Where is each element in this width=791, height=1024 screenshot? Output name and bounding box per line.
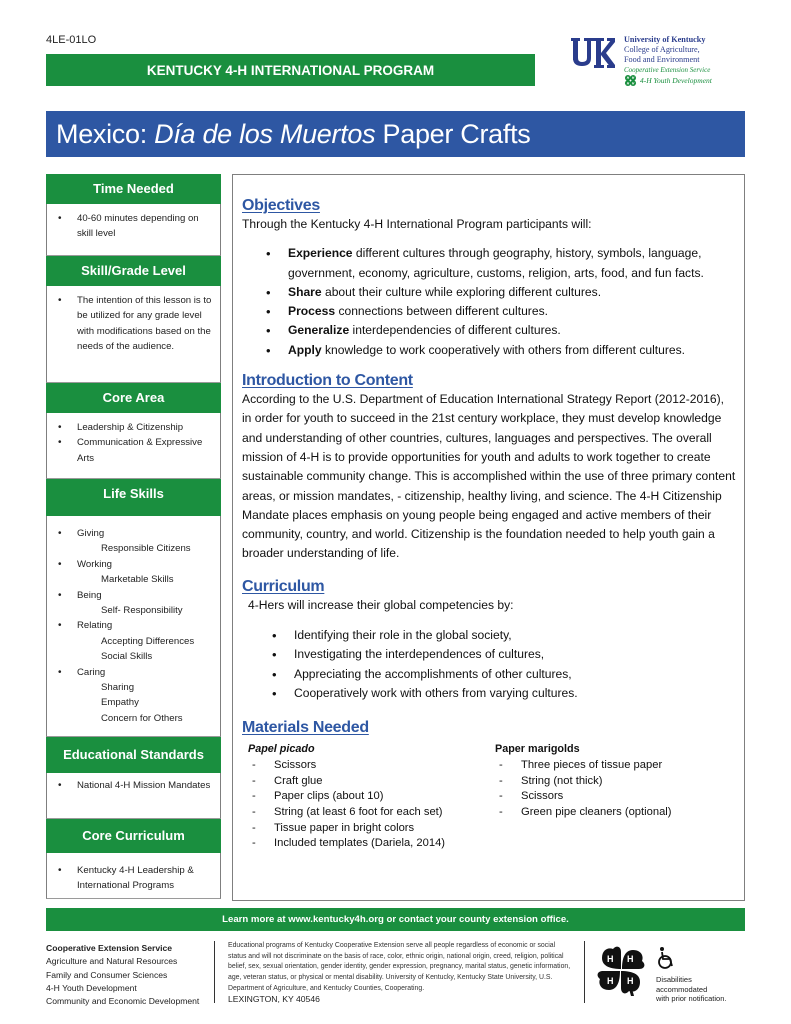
extension-units bbox=[46, 942, 199, 1008]
objective-text: interdependencies of different cultures. bbox=[349, 323, 561, 338]
objective-text: different cultures through geography, history, symbols, language, government, economy, agriculture, customs, religion, arts, food, and fun facts. bbox=[288, 246, 705, 280]
material-item: - Three pieces of tissue paper bbox=[495, 758, 672, 774]
skill-level-panel bbox=[46, 286, 221, 383]
core-area-item: • Leadership & Citizenship bbox=[53, 420, 214, 435]
objective-verb: Generalize bbox=[288, 323, 350, 338]
uk-logo-text bbox=[624, 35, 710, 75]
core-area-heading: Core Area bbox=[46, 383, 221, 413]
skill-level-heading: Skill/Grade Level bbox=[46, 256, 221, 286]
paper-marigolds-column bbox=[495, 742, 672, 852]
life-skill-label: Giving bbox=[77, 528, 105, 539]
svg-text:H: H bbox=[631, 76, 635, 81]
document-code: 4LE-01LO bbox=[46, 34, 97, 46]
core-curriculum-panel bbox=[46, 853, 221, 899]
core-curriculum-heading: Core Curriculum bbox=[46, 819, 221, 853]
life-skill-sub: Social Skills bbox=[101, 651, 153, 663]
curriculum-list bbox=[242, 626, 736, 703]
svg-text:H: H bbox=[607, 976, 614, 986]
objective-item bbox=[242, 341, 736, 360]
svg-text:H: H bbox=[626, 81, 630, 86]
time-needed-item: • 40-60 minutes depending on skill level bbox=[53, 211, 214, 242]
objective-verb: Experience bbox=[288, 246, 353, 261]
objective-item bbox=[242, 321, 736, 340]
life-skill-group bbox=[53, 557, 214, 572]
core-area-item: • Communication & Expressive Arts bbox=[53, 435, 214, 466]
sidebar bbox=[46, 174, 221, 899]
svg-text:H: H bbox=[607, 954, 614, 964]
life-skill-group bbox=[53, 665, 214, 680]
life-skill-sub: Sharing bbox=[101, 682, 135, 694]
life-skill-sub: Concern for Others bbox=[101, 712, 183, 724]
life-skill-sub: Responsible Citizens bbox=[101, 543, 191, 555]
objective-verb: Process bbox=[288, 304, 336, 319]
objective-item bbox=[242, 244, 736, 283]
title-suffix: Paper Crafts bbox=[375, 118, 531, 149]
educational-standards-item: • National 4-H Mission Mandates bbox=[53, 778, 214, 793]
wheelchair-icon bbox=[656, 946, 676, 970]
svg-text:H: H bbox=[631, 81, 635, 86]
material-item: - Green pipe cleaners (optional) bbox=[495, 805, 672, 821]
life-skill-group bbox=[53, 588, 214, 603]
time-needed-panel bbox=[46, 204, 221, 256]
title-prefix: Mexico: bbox=[56, 118, 155, 149]
four-h-clover-icon bbox=[624, 74, 637, 87]
objective-text: about their culture while exploring different cultures. bbox=[321, 284, 602, 299]
page-title bbox=[46, 111, 745, 157]
uk-logo bbox=[571, 34, 731, 92]
materials-columns bbox=[242, 742, 736, 852]
footer-bar bbox=[46, 908, 745, 931]
extension-unit: Cooperative Extension Service bbox=[46, 943, 173, 953]
extension-unit: Community and Economic Development bbox=[46, 996, 200, 1007]
curriculum-item: • Cooperatively work with others from varying cultures. bbox=[242, 684, 736, 703]
time-needed-heading: Time Needed bbox=[46, 174, 221, 204]
main-content bbox=[232, 174, 745, 901]
objectives-list bbox=[242, 244, 736, 360]
disabilities-line: accommodated bbox=[656, 984, 708, 994]
life-skill-sub: Accepting Differences bbox=[101, 635, 195, 647]
introduction-text: According to the U.S. Department of Education International Strategy Report (2012-2016), in order for youth to succeed in the 21st century workplace, they must develop knowledge and understanding of other countries, cultures, languages and perspectives. The overall mission of 4-H is to provide opportunities for youth and adults to work together to create sustainable community change. This is accomplished within the use of three primary content areas, or mission mandates, - citizenship, healthy living, and science. The 4-H Citizenship Mandate places emphasis on young people being engaged and active members of their community, country, and world. Citizenship is the foundation needed to help youth gain a broader understanding of life. bbox=[242, 392, 736, 561]
material-item: - Scissors bbox=[495, 789, 672, 805]
life-skill-label: Relating bbox=[77, 620, 113, 632]
material-item: - String (at least 6 foot for each set) bbox=[248, 805, 495, 821]
material-item: - Tissue paper in bright colors bbox=[248, 821, 495, 837]
objective-text: knowledge to work cooperatively with others from different cultures. bbox=[321, 342, 686, 357]
youth-development-label: 4-H Youth Development bbox=[640, 76, 712, 85]
curriculum-heading: Curriculum bbox=[242, 577, 325, 595]
footer-bar-text: Learn more at www.kentucky4h.org or contact your county extension office. bbox=[222, 914, 569, 925]
material-item: - Paper clips (about 10) bbox=[248, 789, 495, 805]
curriculum-item: • Appreciating the accomplishments of other cultures, bbox=[242, 665, 736, 684]
life-skill-group bbox=[53, 618, 214, 633]
material-item: - String (not thick) bbox=[495, 774, 672, 790]
youth-development-mark bbox=[624, 74, 712, 87]
objective-item bbox=[242, 283, 736, 302]
logo-line-extension: Cooperative Extension Service bbox=[624, 66, 711, 74]
objective-item bbox=[242, 302, 736, 321]
life-skills-panel bbox=[46, 516, 221, 737]
core-curriculum-item: • Kentucky 4-H Leadership & International Programs bbox=[53, 863, 214, 894]
objective-text: connections between different cultures. bbox=[335, 304, 548, 319]
location: LEXINGTON, KY 40546 bbox=[228, 994, 320, 1004]
objective-verb: Apply bbox=[288, 342, 322, 357]
program-banner-text: KENTUCKY 4-H INTERNATIONAL PROGRAM bbox=[146, 62, 435, 78]
title-italic: Día de los Muertos bbox=[154, 118, 376, 149]
curriculum-item: • Investigating the interdependences of cultures, bbox=[242, 645, 736, 664]
life-skill-label: Working bbox=[77, 558, 113, 570]
life-skill-sub: Marketable Skills bbox=[101, 574, 174, 586]
uk-logo-icon bbox=[571, 36, 615, 70]
skill-level-item: • The intention of this lesson is to be utilized for any grade level with modifications based on the needs of the audience. bbox=[53, 293, 214, 355]
educational-standards-heading: Educational Standards bbox=[46, 737, 221, 773]
svg-text:H: H bbox=[627, 976, 634, 986]
footer-divider bbox=[214, 941, 215, 1003]
disabilities-line: with prior notification. bbox=[656, 994, 727, 1004]
logo-line-food: Food and Environment bbox=[624, 55, 700, 64]
material-item: - Craft glue bbox=[248, 774, 495, 790]
disabilities-note bbox=[656, 975, 726, 1004]
life-skill-group bbox=[53, 526, 214, 541]
objectives-heading: Objectives bbox=[242, 197, 320, 214]
logo-line-college: College of Agriculture, bbox=[624, 45, 700, 54]
material-item: - Scissors bbox=[248, 758, 495, 774]
papel-picado-column bbox=[242, 742, 495, 852]
introduction-heading: Introduction to Content bbox=[242, 372, 413, 390]
core-area-panel bbox=[46, 413, 221, 479]
curriculum-intro: 4-Hers will increase their global competencies by: bbox=[248, 597, 514, 612]
life-skill-label: Caring bbox=[77, 666, 106, 678]
paper-marigolds-title: Paper marigolds bbox=[495, 743, 580, 756]
materials-heading: Materials Needed bbox=[242, 719, 369, 737]
extension-unit: Agriculture and Natural Resources bbox=[46, 956, 178, 967]
material-item: - Included templates (Dariela, 2014) bbox=[248, 836, 495, 852]
life-skill-sub: Empathy bbox=[101, 697, 139, 709]
disabilities-line: Disabilities bbox=[656, 975, 692, 984]
life-skill-label: Being bbox=[77, 589, 102, 601]
life-skills-heading: Life Skills bbox=[46, 479, 221, 516]
objectives-intro: Through the Kentucky 4-H International Program participants will: bbox=[242, 217, 592, 231]
curriculum-item: • Identifying their role in the global society, bbox=[242, 626, 736, 645]
svg-text:H: H bbox=[626, 76, 630, 81]
extension-unit: Family and Consumer Sciences bbox=[46, 969, 168, 980]
educational-standards-panel bbox=[46, 773, 221, 819]
program-banner bbox=[46, 54, 535, 86]
footer-divider bbox=[584, 941, 585, 1003]
equal-opportunity-statement: Educational programs of Kentucky Cooperative Extension serve all people regardless of economic or social status and will not discriminate on the basis of race, color, ethnic origin, national origin, creed, religion, political belief, sex, sexual orientation, gender identity, gender expression, pregnancy, marital status, genetic information, age, veteran status, or physical or mental disability. University of Kentucky, Kentucky State University, U.S. Department of Agriculture, and Kentucky Counties, Cooperating. bbox=[228, 942, 571, 992]
objective-verb: Share bbox=[288, 284, 322, 299]
svg-text:H: H bbox=[627, 954, 634, 964]
papel-picado-title: Papel picado bbox=[248, 743, 315, 756]
logo-line-university: University of Kentucky bbox=[624, 35, 706, 44]
extension-unit: 4-H Youth Development bbox=[46, 982, 137, 993]
four-h-clover-icon bbox=[594, 943, 648, 997]
life-skill-sub: Self- Responsibility bbox=[101, 605, 183, 617]
